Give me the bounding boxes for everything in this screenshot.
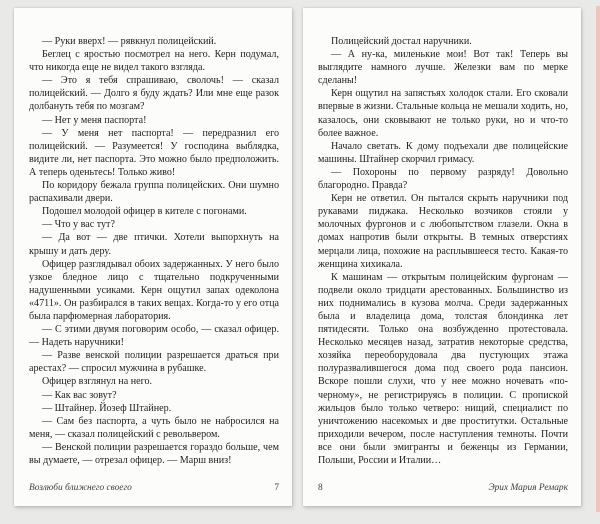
- paragraph: — Да вот — две птички. Хотели выпорхнуть на крышу и дать деру.: [29, 232, 279, 257]
- paragraph: — А ну-ка, миленькие мои! Вот так! Теперь вы выглядите намного лучше. Железки вам по мерке сделаны!: [318, 49, 568, 87]
- page-left: [14, 8, 292, 506]
- running-title-right: Эрих Мария Ремарк: [488, 483, 568, 493]
- book-spread: [14, 8, 581, 506]
- page-left-text: [29, 35, 279, 474]
- page-right-footer: [318, 483, 568, 493]
- running-title-left: Возлюби ближнего своего: [29, 483, 132, 493]
- paragraph: — Разве венской полиции разрешается драться при арестах? — спросил мужчина в рубашке.: [29, 350, 279, 375]
- paragraph: — Сам без паспорта, а чуть было не набросился на меня, — сказал полицейский с револьвером.: [29, 415, 279, 440]
- paragraph: Офицер разглядывал обоих задержанных. У него было узкое бледное лицо с тщательно подкрученными надушенными усиками. Керн ощутил запах одеколона «4711». Он разбирался в таких вещах. Когда-то у его отца была парфюмерная лаборатория.: [29, 258, 279, 322]
- paragraph: — Как вас зовут?: [42, 389, 117, 401]
- paragraph: — Венской полиции разрешается гораздо больше, чем вы думаете, — отрезал офицер. — Марш вниз!: [29, 441, 279, 466]
- page-number-right: 8: [318, 483, 323, 493]
- paragraph: — С этими двумя поговорим особо, — сказал офицер. — Надеть наручники!: [29, 324, 279, 349]
- paragraph: Начало светать. К дому подъехали две полицейские машины. Штайнер скорчил гримасу.: [318, 140, 568, 165]
- paragraph: Полицейский достал наручники.: [331, 36, 472, 47]
- page-right-text: [318, 35, 568, 474]
- paragraph: — У меня нет паспорта! — передразнил его полицейский. — Разумеется! У господина выблядка, видите ли, нет паспорта. Это можно было предположить. А теперь оденьтесь! Только живо!: [29, 127, 279, 178]
- paragraph: — Что у вас тут?: [42, 219, 115, 231]
- paragraph: Керн ощутил на запястьях холодок стали. Его сковали впервые в жизни. Стальные кольца не мешали ходить, но, казалось, они сковывают не только руки, но и что-то более важное.: [318, 88, 568, 139]
- paragraph: — Это я тебя спрашиваю, сволочь! — сказал полицейский. — Долго я буду ждать? Или мне еще разок долбануть тебя по мозгам?: [29, 75, 279, 113]
- page-gutter: [292, 8, 303, 506]
- paragraph: — Нет у меня паспорта!: [42, 114, 147, 126]
- paragraph: Керн не ответил. Он пытался скрыть наручники под рукавами пиджака. Несколько возчиков стояли у молочных фургонов и с любопытством глазели. Окна в домах напротив были открыты. В темных отверстиях мерцали лица, похожие на расплывшееся тесто. Какая-то женщина хихикала.: [318, 193, 568, 270]
- paragraph: Офицер взглянул на него.: [42, 376, 153, 388]
- page-left-footer: [29, 483, 279, 493]
- page-right: [303, 8, 581, 506]
- paragraph: Беглец с яростью посмотрел на него. Керн подумал, что никогда еще не видел такого взгляда.: [29, 49, 279, 74]
- page-number-left: 7: [274, 483, 279, 493]
- paragraph: — Руки вверх! — рявкнул полицейский.: [42, 36, 217, 47]
- paragraph: По коридору бежала группа полицейских. Они шумно распахивали двери.: [29, 180, 279, 205]
- paragraph: — Штайнер. Йозеф Штайнер.: [42, 402, 172, 414]
- book-cover-edge: [596, 6, 600, 512]
- paragraph: К машинам — открытым полицейским фургонам — подвели около тридцати арестованных. Большинство из них поднимались в кузова молча. Среди задержанных была и владелица дома, толстая блондинка лет пятидесяти. Только она возбужденно протестовала. Несколько месяцев назад, затратив некоторые средства, хозяйка переоборудовала два пустующих этажа полуразвалившегося дома под своего рода пансион. Вскоре пошли слухи, что у нее можно ночевать «по-черному», не регистрируясь в полиции. С пропиской жильцов было только четверо: нищий, специалист по уничтожению насекомых и две проститутки. Остальные приходили вечером, после наступления темноты. Почти все они были эмигранты и беженцы из Германии, Польши, России и Италии…: [318, 271, 568, 466]
- paragraph: Подошел молодой офицер в кителе с погонами.: [42, 206, 247, 218]
- paragraph: — Похороны по первому разряду! Довольно благородно. Правда?: [318, 166, 568, 192]
